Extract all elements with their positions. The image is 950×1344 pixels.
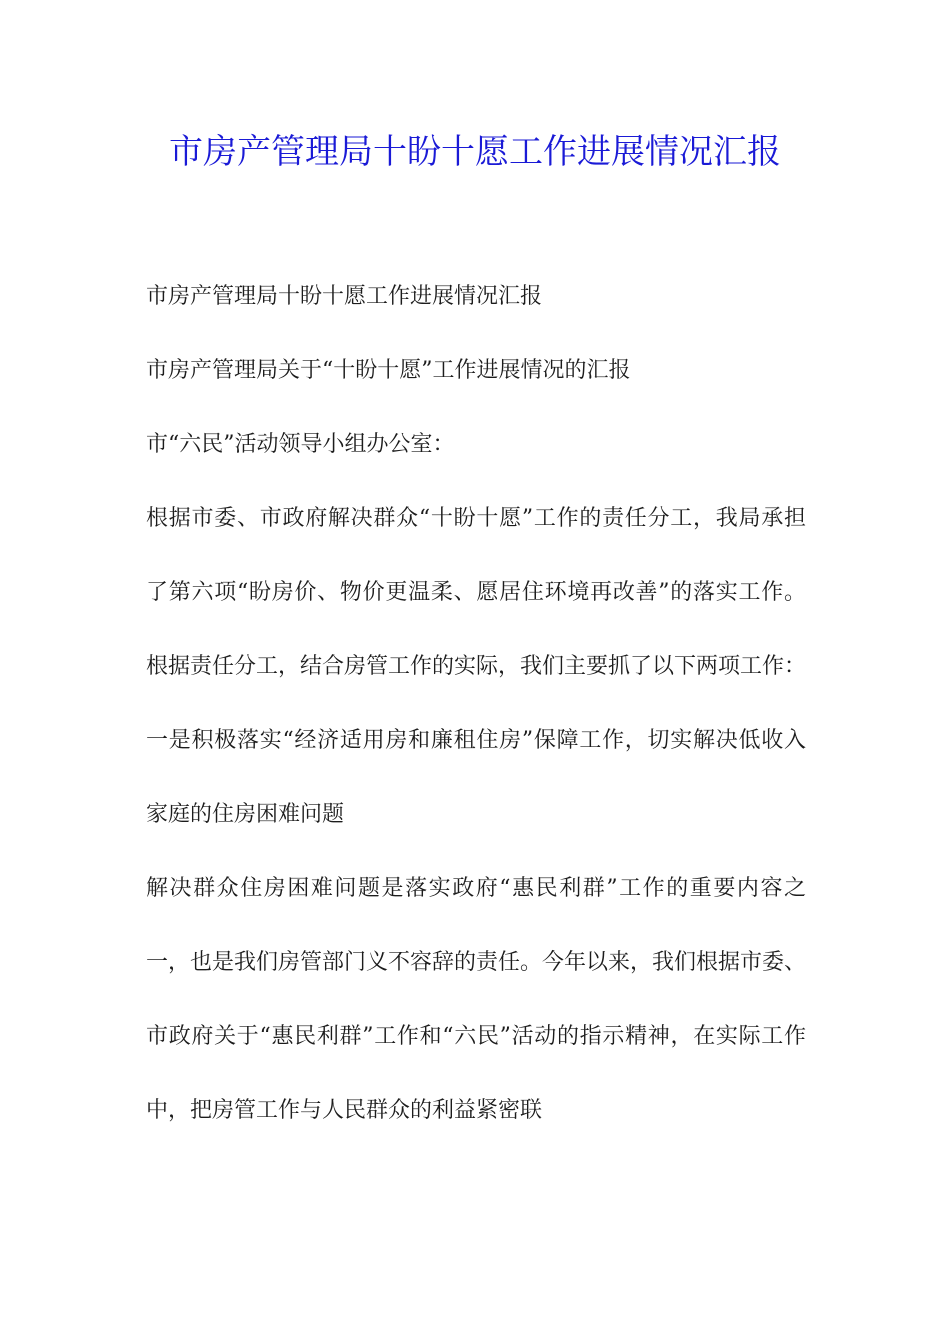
paragraph-section-one-heading: 一是积极落实“经济适用房和廉租住房”保障工作，切实解决低收入家庭的住房困难问题 bbox=[146, 728, 806, 827]
paragraph-section-one-body: 解决群众住房困难问题是落实政府“惠民利群”工作的重要内容之一，也是我们房管部门义不容辞的责任。今年以来，我们根据市委、市政府关于“惠民利群”工作和“六民”活动的指示精神，在实际工作中，把房管工作与人民群众的利益紧密联 bbox=[146, 876, 807, 1123]
paragraph-intro: 根据市委、市政府解决群众“十盼十愿”工作的责任分工，我局承担了第六项“盼房价、物价更温柔、愿居住环境再改善”的落实工作。根据责任分工，结合房管工作的实际，我们主要抓了以下两项工作： bbox=[146, 506, 807, 679]
paragraph-heading-repeat: 市房产管理局十盼十愿工作进展情况汇报 bbox=[146, 284, 543, 309]
document-title: 市房产管理局十盼十愿工作进展情况汇报 bbox=[169, 132, 781, 172]
paragraph-report-title: 市房产管理局关于“十盼十愿”工作进展情况的汇报 bbox=[146, 358, 631, 383]
paragraph-addressee: 市“六民”活动领导小组办公室： bbox=[146, 432, 455, 457]
document-body bbox=[146, 260, 806, 1148]
